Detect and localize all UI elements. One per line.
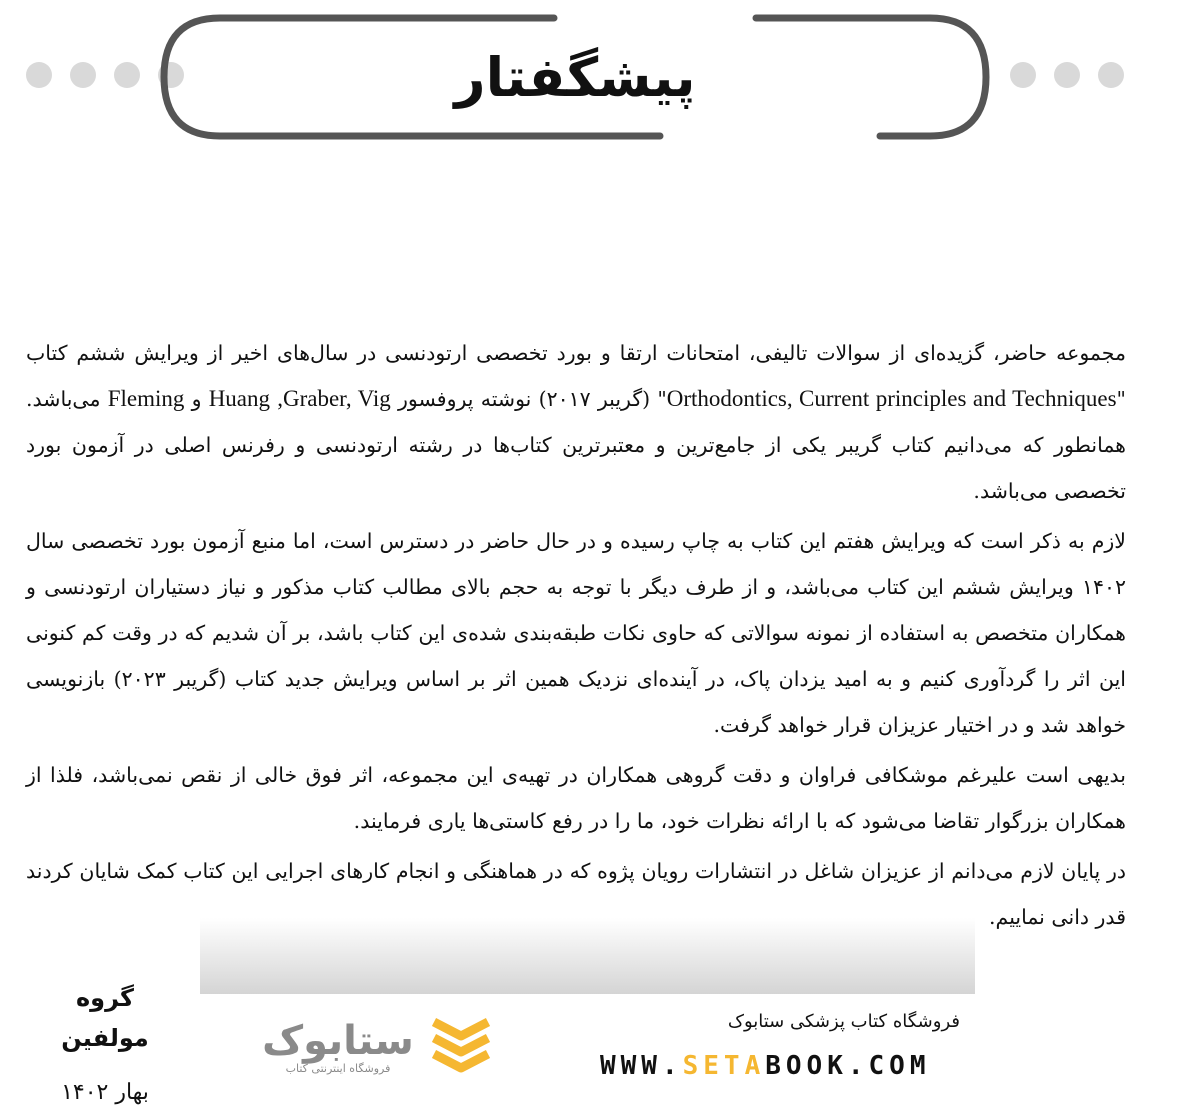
- watermark-fade: [200, 918, 975, 994]
- url-suffix: BOOK.COM: [765, 1051, 931, 1081]
- author-name: Huang: [208, 386, 271, 411]
- dot: [1054, 62, 1080, 88]
- dot: [1010, 62, 1036, 88]
- url-highlight: SETA: [682, 1051, 766, 1081]
- store-info: [600, 1002, 960, 1086]
- paragraph-4: در پایان لازم می‌دانم از عزیزان شاغل در انتشارات رویان پژوه که در هماهنگی و انجام کارهای اجرایی این کتاب کمک شایان کردند قدر دانی نماییم.: [26, 859, 1126, 929]
- book-title: Orthodontics, Current principles and Techniques: [666, 386, 1117, 411]
- dot: [114, 62, 140, 88]
- logo-wordmark: ستابوک: [262, 1018, 414, 1064]
- setabook-logo: [238, 1016, 498, 1076]
- author-name: Fleming: [107, 386, 185, 411]
- store-name: فروشگاه کتاب پزشکی ستابوک: [727, 1011, 960, 1032]
- logo-subtitle: فروشگاه اینترنتی کتاب: [285, 1062, 391, 1075]
- dot: [70, 62, 96, 88]
- page-title: پیشگفتار: [454, 45, 696, 109]
- signature: [30, 978, 180, 1116]
- decorative-dots-right: [1010, 62, 1124, 88]
- title-frame: [160, 14, 990, 140]
- author-group: گروه مولفین: [61, 984, 149, 1052]
- dot: [26, 62, 52, 88]
- author-names: Graber, Vig,: [277, 386, 391, 411]
- preface-body: [26, 330, 1126, 944]
- paragraph-text: مجموعه حاضر، گزیده‌ای از سوالات تالیفی، امتحانات ارتقا و بورد تخصصی ارتودنسی در سال‌های اخیر از ویرایش ششم کتاب ": [26, 341, 1126, 411]
- dot: [1098, 62, 1124, 88]
- store-url[interactable]: [600, 1046, 960, 1086]
- logo-chevron-icon: [428, 1016, 494, 1076]
- paragraph-text: " (گریبر ۲۰۱۷) نوشته پروفسور: [390, 387, 667, 411]
- paragraph-text: و: [184, 387, 209, 411]
- paragraph-text: می‌باشد. همانطور که می‌دانیم کتاب گریبر یکی از جامع‌ترین و معتبرترین کتاب‌ها در رشته ارتودنسی و رفرنس اصلی در آزمون بورد تخصصی می‌باشد.: [26, 387, 1126, 503]
- signature-date: بهار ۱۴۰۲: [61, 1080, 149, 1105]
- paragraph-3: بدیهی است علیرغم موشکافی فراوان و دقت گروهی همکاران در تهیه‌ی این مجموعه، اثر فوق خالی از نقص نمی‌باشد، فلذا از همکاران بزرگوار تقاضا می‌شود که با ارائه نظرات خود، ما را در رفع کاستی‌ها یاری فرمایند.: [26, 763, 1126, 833]
- paragraph-2: لازم به ذکر است که ویرایش هفتم این کتاب به چاپ رسیده و در حال حاضر در دسترس است، اما منبع آزمون بورد تخصصی سال ۱۴۰۲ ویرایش ششم این کتاب می‌باشد، و از طرف دیگر با توجه به حجم بالای مطالب کتاب مذکور و نیاز دستیاران ارتودنسی و همکاران متخصص به استفاده از نمونه سوالاتی که حاوی نکات طبقه‌بندی شده‌ی این کتاب باشد، بر آن شدیم که در وقت کم کنونی این اثر را گردآوری کنیم و به امید یزدان پاک، در آینده‌ای نزدیک همین اثر بر اساس ویرایش جدید کتاب (گریبر ۲۰۲۳) بازنویسی خواهد شد و در اختیار عزیزان قرار خواهد گرفت.: [26, 529, 1126, 737]
- paragraph-1: [26, 330, 1126, 514]
- url-prefix: WWW.: [600, 1051, 683, 1081]
